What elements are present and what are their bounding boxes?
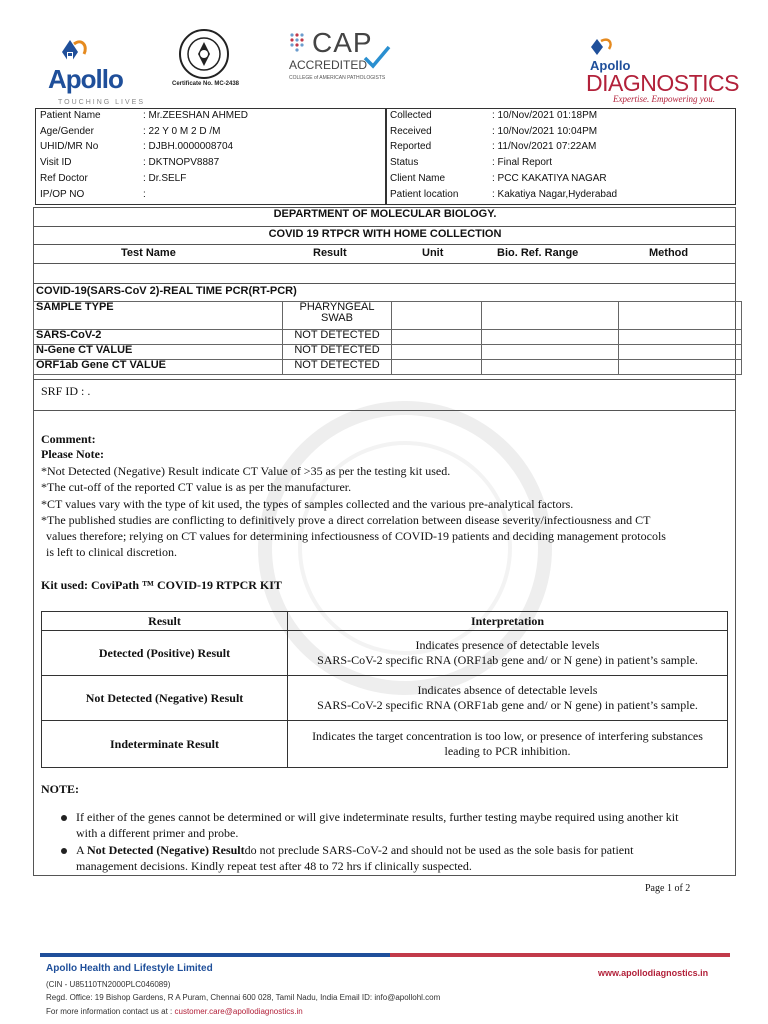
department-title: DEPARTMENT OF MOLECULAR BIOLOGY.: [273, 208, 497, 220]
method-cell: [619, 330, 742, 345]
frame-srf-top: [33, 379, 736, 380]
interp-line: Indicates the target concentration is too low, or presence of interfering substances: [312, 729, 703, 743]
table-row: [42, 721, 728, 768]
apollo-tagline: TOUCHING LIVES: [58, 99, 145, 106]
sars-cov2-label: SARS-CoV-2: [34, 330, 283, 345]
interp-result-not-detected: Not Detected (Negative) Result: [42, 676, 288, 721]
col-header-method: Method: [649, 247, 689, 259]
interp-header-result: Result: [42, 612, 288, 631]
status-label: Status: [390, 157, 419, 168]
patient-location-label: Patient location: [390, 189, 459, 200]
note-bullet-1-line-1: If either of the genes cannot be determined or will give indeterminate results, further testing maybe required using another kit: [76, 810, 679, 824]
visit-id-label: Visit ID: [40, 157, 72, 168]
collected-value: : 10/Nov/2021 01:18PM: [492, 110, 598, 121]
unit-cell: [392, 302, 482, 330]
age-gender-label: Age/Gender: [40, 126, 94, 137]
note-line-2: *The cut-off of the reported CT value is as per the manufacturer.: [41, 480, 352, 494]
comment-label: Comment:: [41, 432, 96, 446]
table-row: [34, 345, 742, 360]
note-bullet-2-line-2: management decisions. Kindly repeat test after 48 to 72 hrs if clinically suspected.: [76, 859, 472, 873]
bullet-icon: [61, 815, 67, 821]
reported-value: : 11/Nov/2021 07:22AM: [492, 141, 597, 152]
bullet-icon: [61, 848, 67, 854]
interp-line: SARS-CoV-2 specific RNA (ORF1ab gene and/ or N gene) in patient’s sample.: [317, 653, 698, 667]
frame-divider-4: [33, 283, 736, 284]
uhid-value: : DJBH.0000008704: [143, 141, 234, 152]
collected-label: Collected: [390, 110, 432, 121]
note-line-4: *The published studies are conflicting to definitively prove a direct correlation between disease severity/infectiousness and CT: [41, 513, 651, 527]
interp-header-interpretation: Interpretation: [288, 612, 728, 631]
note-line-5: values therefore; relying on CT values for determining infectiousness of COVID-19 patients and deciding management protocols: [46, 529, 666, 543]
certificate-number: Certificate No. MC-2438: [172, 81, 240, 87]
interp-line: Indicates absence of detectable levels: [417, 683, 598, 697]
cap-accredited-text: ACCREDITED: [289, 58, 368, 72]
frame-divider-3: [33, 263, 736, 264]
method-cell: [619, 345, 742, 360]
results-table: [33, 301, 742, 375]
client-name-value: : PCC KAKATIYA NAGAR: [492, 173, 607, 184]
apollo-diagnostics-tagline: Expertise. Empowering you.: [613, 94, 715, 104]
sars-cov2-value: NOT DETECTED: [283, 330, 392, 345]
footer-contact-prefix: For more information contact us at :: [46, 1007, 175, 1016]
apollo-logo-text: Apollo: [48, 64, 123, 94]
footer-regd-office: Regd. Office: 19 Bishop Gardens, R A Puram, Chennai 600 028, Tamil Nadu, India Email ID: info@apollohl.com: [46, 993, 441, 1002]
status-value: : Final Report: [492, 157, 553, 168]
method-cell: [619, 302, 742, 330]
table-row: [42, 631, 728, 676]
footer-bar-blue: [40, 953, 390, 957]
visit-id-value: : DKTNOPV8887: [143, 157, 220, 168]
table-row: [42, 612, 728, 631]
note-bullet-2-line-1: [76, 843, 633, 858]
note-prefix: A: [76, 843, 88, 857]
interp-line: Indicates presence of detectable levels: [415, 638, 600, 652]
ref-doctor-value: : Dr.SELF: [143, 173, 187, 184]
frame-bottom-line: [33, 875, 736, 876]
interpretation-table: [41, 611, 728, 768]
kit-used: Kit used: CoviPath ™ COVID-19 RTPCR KIT: [41, 578, 282, 592]
srf-id: SRF ID : .: [41, 384, 91, 398]
patient-name-label: Patient Name: [40, 110, 101, 121]
patient-name-value: : Mr.ZEESHAN AHMED: [143, 110, 249, 121]
footer-bar-red: [390, 953, 730, 957]
note-title: NOTE:: [41, 782, 80, 796]
method-cell: [619, 360, 742, 375]
ipop-value: :: [143, 189, 146, 200]
col-header-ref-range: Bio. Ref. Range: [497, 247, 579, 259]
orf1ab-value: NOT DETECTED: [283, 360, 392, 375]
test-group-title: COVID 19 RTPCR WITH HOME COLLECTION: [268, 228, 502, 240]
table-row: [42, 676, 728, 721]
frame-srf-bottom: [33, 410, 736, 411]
interp-line: SARS-CoV-2 specific RNA (ORF1ab gene and/ or N gene) in patient’s sample.: [317, 698, 698, 712]
test-section-title: COVID-19(SARS-CoV 2)-REAL TIME PCR(RT-PCR): [36, 285, 297, 297]
received-label: Received: [390, 126, 432, 137]
age-gender-value: : 22 Y 0 M 2 D /M: [143, 126, 221, 137]
note-line-6: is left to clinical discretion.: [46, 545, 177, 559]
col-header-result: Result: [313, 247, 347, 259]
page-number: Page 1 of 2: [645, 883, 691, 894]
note-line-3: *CT values vary with the type of kit used, the types of samples collected and the various pre-analytical factors.: [41, 497, 574, 511]
cap-logo-text: CAP: [312, 27, 373, 58]
table-row: [34, 360, 742, 375]
ref-range-cell: [482, 345, 619, 360]
table-row: [34, 302, 742, 330]
note-line-1: *Not Detected (Negative) Result indicate CT Value of >35 as per the testing kit used.: [41, 464, 451, 478]
footer-contact-email[interactable]: customer.care@apollodiagnostics.in: [174, 1007, 303, 1016]
ref-range-cell: [482, 330, 619, 345]
orf1ab-label: ORF1ab Gene CT VALUE: [34, 360, 283, 375]
uhid-label: UHID/MR No: [40, 141, 99, 152]
note-bullet-1-line-2: with a different primer and probe.: [76, 826, 239, 840]
check-icon: [363, 44, 391, 70]
ref-doctor-label: Ref Doctor: [40, 173, 88, 184]
frame-divider-2: [33, 244, 736, 245]
interp-text-not-detected: [288, 676, 728, 721]
cap-dots-icon: [288, 31, 308, 55]
please-note-label: Please Note:: [41, 447, 104, 461]
frame-divider-1: [33, 226, 736, 227]
received-value: : 10/Nov/2021 10:04PM: [492, 126, 598, 137]
footer-company: Apollo Health and Lifestyle Limited: [46, 963, 213, 974]
note-suffix: do not preclude SARS-CoV-2 and should not be used as the sole basis for patient: [244, 843, 634, 857]
interp-line: leading to PCR inhibition.: [444, 744, 571, 758]
footer-contact: [46, 1007, 303, 1016]
apollo-diagnostics-text: DIAGNOSTICS: [586, 70, 739, 96]
n-gene-value: NOT DETECTED: [283, 345, 392, 360]
n-gene-label: N-Gene CT VALUE: [34, 345, 283, 360]
col-header-test-name: Test Name: [121, 247, 176, 259]
footer-cin: (CIN - U85110TN2000PLC046089): [46, 980, 171, 989]
client-name-label: Client Name: [390, 173, 446, 184]
unit-cell: [392, 330, 482, 345]
interp-text-indeterminate: [288, 721, 728, 768]
table-row: [34, 330, 742, 345]
ipop-label: IP/OP NO: [40, 189, 85, 200]
certificate-seal-icon: [178, 28, 230, 80]
unit-cell: [392, 345, 482, 360]
unit-cell: [392, 360, 482, 375]
ref-range-cell: [482, 360, 619, 375]
cap-subtitle: COLLEGE of AMERICAN PATHOLOGISTS: [289, 75, 386, 81]
note-bold-phrase: Not Detected (Negative) Result: [87, 843, 245, 857]
interp-result-detected: Detected (Positive) Result: [42, 631, 288, 676]
footer-website-link[interactable]: www.apollodiagnostics.in: [598, 968, 709, 978]
ref-range-cell: [482, 302, 619, 330]
reported-label: Reported: [390, 141, 432, 152]
interp-result-indeterminate: Indeterminate Result: [42, 721, 288, 768]
sample-type-label: SAMPLE TYPE: [34, 302, 283, 330]
col-header-unit: Unit: [422, 247, 444, 259]
patient-location-value: : Kakatiya Nagar,Hyderabad: [492, 189, 618, 200]
interp-text-detected: [288, 631, 728, 676]
apollo-diagnostics-apollo-text: Apollo: [590, 58, 631, 73]
sample-type-value: PHARYNGEAL SWAB: [283, 302, 392, 330]
